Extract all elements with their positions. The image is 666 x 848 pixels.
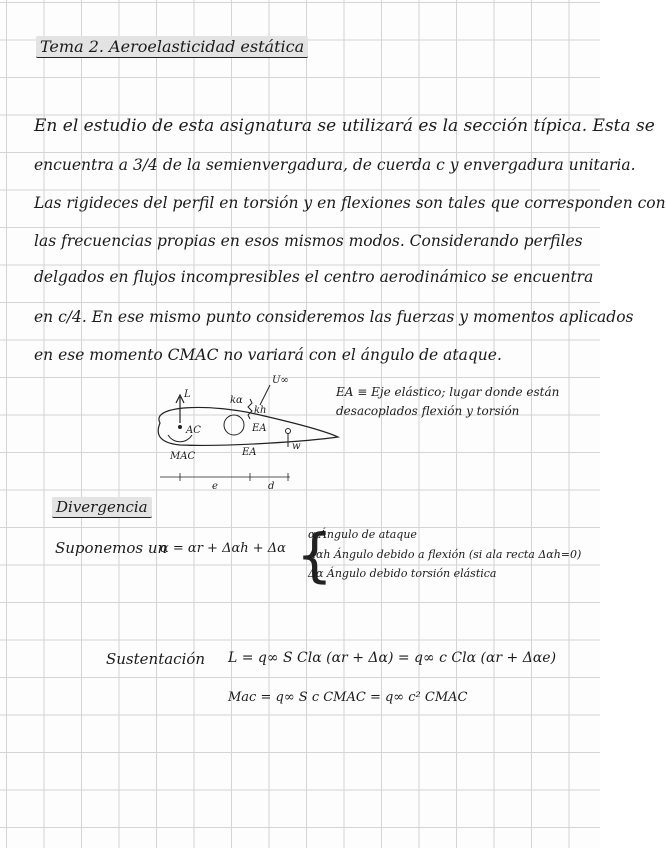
typical-section-diagram (130, 365, 350, 505)
paragraph-line-4: las frecuencias propias en esos mismos modos. Considerando perfiles (34, 232, 583, 250)
mac-moment-arc (168, 435, 192, 442)
mac-label: MAC (170, 451, 196, 462)
paragraph-line-1: En el estudio de esta asignatura se utilizará es la sección típica. Esta se (34, 116, 655, 136)
ea-lower-label: EA (242, 447, 257, 458)
ac-point (178, 425, 182, 429)
page-title (36, 37, 308, 56)
moment-equation: Mac = q∞ S c CMAC = q∞ c² CMAC (228, 690, 468, 705)
flow-arrow (260, 385, 270, 405)
w-label: w (292, 441, 301, 452)
definition-delta-alpha: Δα Ángulo debido torsión elástica (308, 567, 497, 580)
ea-spring-circle (224, 415, 244, 435)
kh-spring (248, 399, 252, 419)
cg-point (286, 429, 291, 434)
definition-delta-alpha-h: Δαh Ángulo debido a flexión (si ala recta Δαh=0) (308, 548, 582, 561)
ka-label: kα (230, 395, 243, 406)
ea-definition-line-1: EA ≡ Eje elástico; lugar donde están (336, 385, 560, 399)
lift-equation: L = q∞ S Clα (αr + Δα) = q∞ c Clα (αr + Δαe) (228, 650, 557, 666)
definitions-brace: { (296, 521, 333, 589)
definition-alpha: α Ángulo de ataque (308, 528, 417, 541)
paragraph-line-3: Las rigideces del perfil en torsión y en flexiones son tales que corresponden con (34, 194, 666, 212)
assumption-label: Suponemos un (55, 539, 168, 557)
d-label: d (268, 481, 275, 492)
ea-definition-line-2: desacoplados flexión y torsión (336, 404, 520, 418)
lift-label: L (184, 389, 191, 400)
paragraph-line-2: encuentra a 3/4 de la semienvergadura, de cuerda c y envergadura unitaria. (34, 156, 636, 174)
paragraph-line-6: en c/4. En ese mismo punto consideremos las fuerzas y momentos aplicados (34, 308, 634, 326)
section-heading (52, 498, 152, 516)
kh-label: kh (254, 405, 267, 416)
paragraph-line-5: delgados en flujos incompresibles el centro aerodinámico se encuentra (34, 268, 594, 286)
page-title-text: Tema 2. Aeroelasticidad estática (36, 36, 308, 58)
flow-label: U∞ (272, 375, 289, 386)
paragraph-line-7: en ese momento CMAC no variará con el ángulo de ataque. (34, 346, 502, 364)
e-label: e (212, 481, 218, 492)
ac-label: AC (186, 425, 201, 436)
assumption-equation: α = αr + Δαh + Δα (160, 541, 286, 556)
lift-heading: Sustentación (106, 650, 206, 668)
ea-point-label: EA (252, 423, 267, 434)
section-heading-text: Divergencia (52, 497, 152, 518)
